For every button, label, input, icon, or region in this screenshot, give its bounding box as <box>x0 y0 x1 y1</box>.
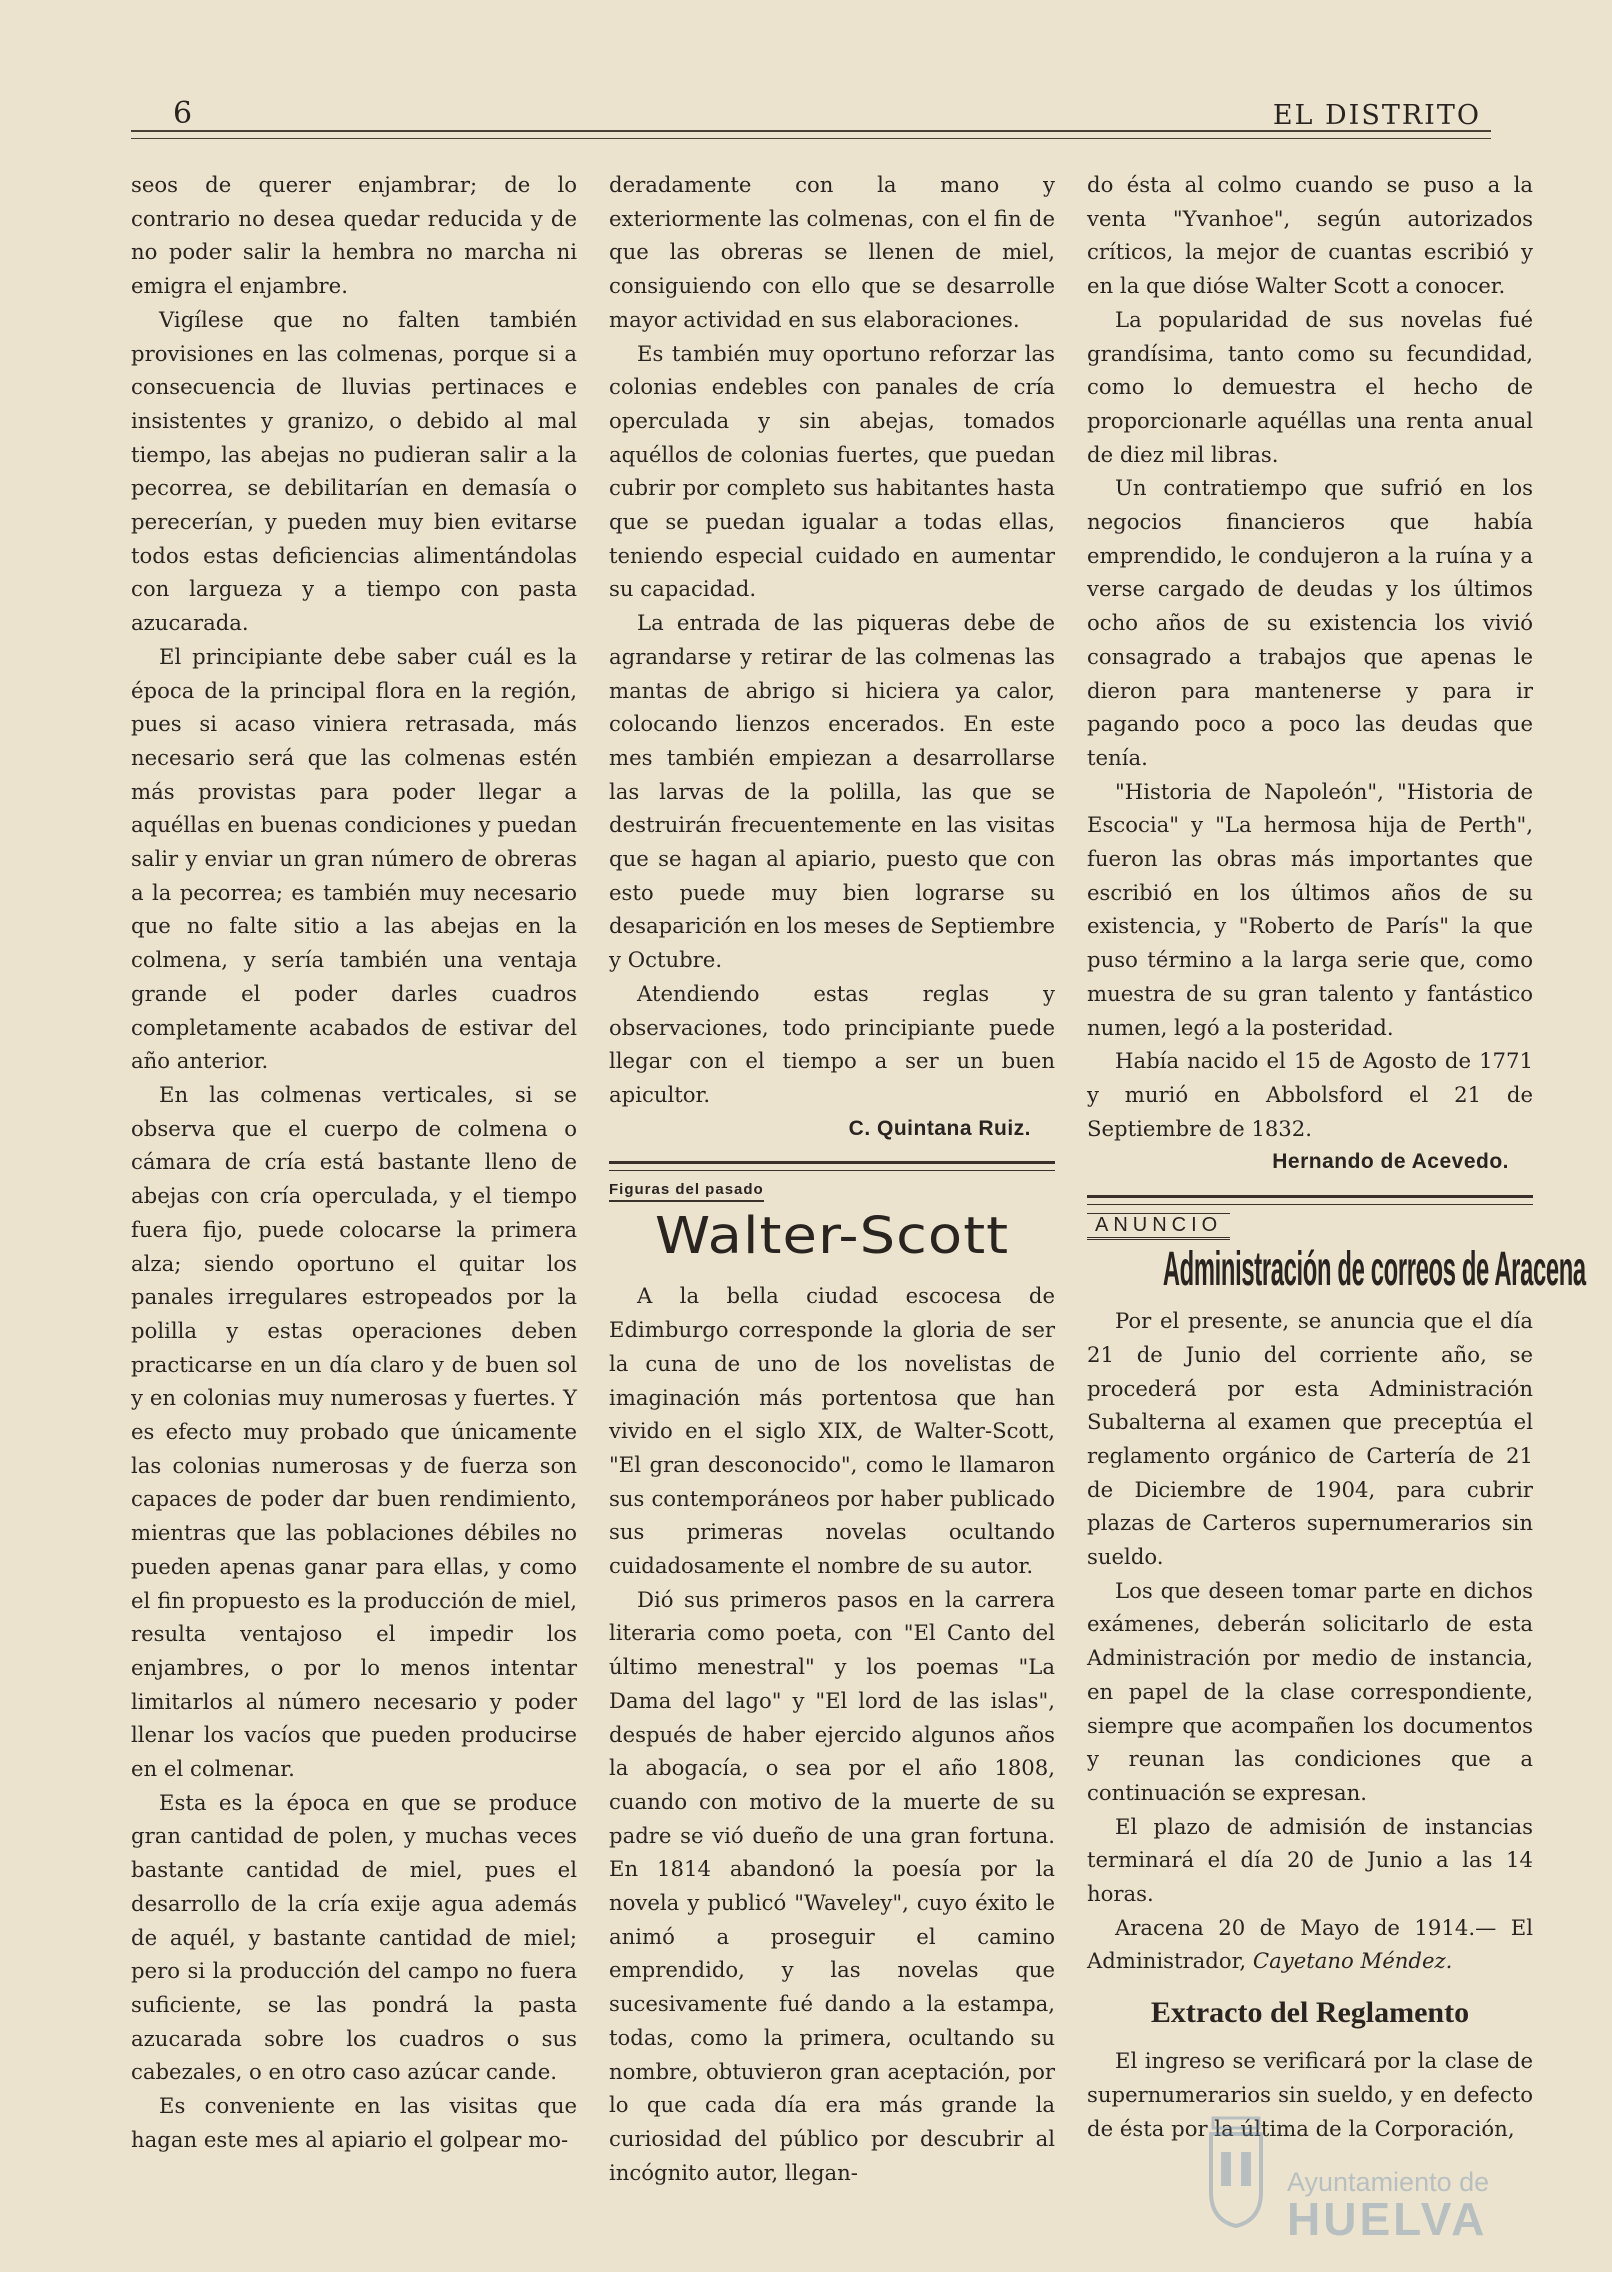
paragraph: Es conveniente en las visitas que hagan este mes al apiario el golpear mo- <box>131 2093 577 2152</box>
paragraph: Un contratiempo que sufrió en los negocios financieros que había emprendido, le condujeron a la ruína y a verse cargado de deudas y los últimos ocho años de su existencia los vivió consagrado a trabajos que apenas le dieron para mantenerse y para ir pagando poco a poco las deudas que tenía. <box>1087 475 1533 770</box>
paragraph: A la bella ciudad escocesa de Edimburgo corresponde la gloria de ser la cuna de uno de los novelistas de imaginación más portentosa que han vivido en el siglo XIX, de Walter-Scott, "El gran desconocido", como le llamaron sus contemporáneos por haber publicado sus primeras novelas ocultando cuidadosamente el nombre de su autor. <box>609 1283 1055 1579</box>
ad-date-text: Aracena 20 de Mayo de 1914.— El Administrador, <box>1087 1914 1533 1974</box>
page-number: 6 <box>173 96 193 131</box>
paragraph: Vigílese que no falten también provisiones en las colmenas, porque si a consecuencia de lluvias pertinaces e insistentes y granizo, o debido al mal tiempo, las abejas no pudieran salir a la pecorrea, se debilitarían en demasía o perecerían, y pueden muy bien evitarse todos estas deficiencias alimentándolas con largueza y a tiempo con pasta azucarada. <box>131 306 577 636</box>
ad-title: Administración de correos de Aracena <box>1162 1240 1586 1297</box>
column-3 <box>1087 168 1586 2145</box>
paragraph: La popularidad de sus novelas fué grandísima, tanto como su fecundidad, como lo demuestra el hecho de proporcionarle aquéllas una renta anual de diez mil libras. <box>1087 306 1533 467</box>
coat-of-arms-icon <box>1205 2112 1267 2230</box>
section-kicker: Figuras del pasado <box>609 1181 764 1202</box>
paragraph: Dió sus primeros pasos en la carrera literaria como poeta, con "El Canto del último menestral" y los poemas "La Dama del lago" y "El lord de las islas", después de haber ejercido algunos años la abogacía, o sea por el año 1808, cuando con motivo de la muerte de su padre se vió dueño de una gran fortuna. En 1814 abandonó la poesía por la novela y publicó "Waveley", cuyo éxito le animó a proseguir el camino emprendido, y las novelas que sucesivamente fué dando a la estampa, todas, como la primera, ocultando su nombre, obtuvieron gran aceptación, por lo que cada día era más grande la curiosidad del público por descubrir al incógnito autor, llegan- <box>609 1586 1055 2185</box>
paragraph: El ingreso se verificará por la clase de supernumerarios sin sueldo, y en defecto de ésta por la última de la Corporación, <box>1087 2048 1533 2141</box>
article-title: Walter-Scott <box>654 1207 1010 1267</box>
paragraph: seos de querer enjambrar; de lo contrario no desea quedar reducida y de no poder salir la hembra no marcha ni emigra el enjambre. <box>131 172 577 299</box>
author-signature: C. Quintana Ruiz. <box>848 1116 1031 1140</box>
header-rule <box>131 130 1491 139</box>
paragraph: do ésta al colmo cuando se puso a la venta "Yvanhoe", según autorizados críticos, la mejor de cuantas escribió y en la que dióse Walter Scott a conocer. <box>1087 172 1533 299</box>
paragraph: Había nacido el 15 de Agosto de 1771 y murió en Abbolsford el 21 de Septiembre de 1832. <box>1087 1048 1533 1141</box>
watermark-line-2: HUELVA <box>1287 2193 1488 2245</box>
section-divider <box>1087 1195 1533 1205</box>
paragraph: "Historia de Napoleón", "Historia de Escocia" y "La hermosa hija de Perth", fueron las obras más importantes que escribió en los últimos años de su existencia, y "Roberto de París" la que puso término a la larga serie que, como muestra de su gran talento y fantástico numen, legó a la posteridad. <box>1087 778 1533 1040</box>
paragraph: Atendiendo estas reglas y observaciones, todo principiante puede llegar con el tiempo a ser un buen apicultor. <box>609 980 1055 1107</box>
subsection-title: Extracto del Reglamento <box>1150 1996 1470 2030</box>
watermark <box>1195 2112 1535 2245</box>
paragraph: Esta es la época en que se produce gran cantidad de polen, y muchas veces bastante cantidad de miel, pues el desarrollo de la cría exije agua además de aquél, y bastante cantidad de miel; pero si la producción del campo no fuera suficiente, se las pondrá la pasta azucarada sobre los cuadros o sus cabezales, o en otro caso azúcar cande. <box>131 1789 577 2085</box>
ad-admin-name: Cayetano Méndez. <box>1252 1948 1453 1974</box>
paragraph: Los que deseen tomar parte en dichos exámenes, deberán solicitarlo de esta Administración por medio de instancia, en papel de la clase correspondiente, siempre que acompañen los documentos y reunan las condiciones que a continuación se expresan. <box>1087 1577 1533 1805</box>
ad-date-line <box>1087 1911 1533 1978</box>
paragraph: El plazo de admisión de instancias terminará el día 20 de Junio a las 14 horas. <box>1087 1813 1533 1907</box>
paragraph: La entrada de las piqueras debe de agrandarse y retirar de las colmenas las mantas de abrigo si hiciera ya calor, colocando lienzos encerados. En este mes también empiezan a desarrollarse las larvas de la polilla, las que se destruirán frecuentemente en las visitas que se hagan al apiario, puesto que con esto puede muy bien lograrse su desaparición en los meses de Septiembre y Octubre. <box>609 610 1055 973</box>
section-divider <box>609 1161 1055 1171</box>
watermark-line-1: Ayuntamiento de <box>1287 2167 1490 2197</box>
column-1 <box>131 168 577 2156</box>
column-2 <box>609 168 1055 2189</box>
author-signature: Hernando de Acevedo. <box>1272 1150 1509 1174</box>
ad-label: ANUNCIO <box>1087 1213 1230 1240</box>
paragraph: En las colmenas verticales, si se observa que el cuerpo de colmena o cámara de cría está bastante lleno de abejas con cría operculada, y el tiempo fuera fijo, puede colocarse la primera alza; siendo oportuno el quitar los panales irregulares estropeados por la polilla y estas operaciones deben practicarse en un día claro y de buen sol y en colonias muy numerosas y fuertes. Y es efecto muy probado que únicamente las colonias numerosas y de fuerza son capaces de poder dar buen rendimiento, mientras que las poblaciones débiles no pueden apenas ganar para ellas, y como el fin propuesto es la producción de miel, resulta ventajoso el impedir los enjambres, o por lo menos intentar limitarlos al número necesario y poder llenar los vacíos que pueden producirse en el colmenar. <box>131 1081 577 1782</box>
paragraph: Por el presente, se anuncia que el día 21 de Junio del corriente año, se procederá por esta Administración Subalterna al examen que preceptúa el reglamento orgánico de Cartería de 21 de Diciembre de 1904, para cubrir plazas de Carteros supernumerarios sin sueldo. <box>1087 1308 1533 1570</box>
paragraph: deradamente con la mano y exteriormente las colmenas, con el fin de que las obreras se llenen de miel, consiguiendo con ello que se desarrolle mayor actividad en sus elaboraciones. <box>609 172 1055 332</box>
newspaper-name: EL DISTRITO <box>1272 100 1481 131</box>
paragraph: Es también muy oportuno reforzar las colonias endebles con panales de cría operculada y sin abejas, tomados aquéllos de colonias fuertes, que puedan cubrir por completo sus habitantes hasta que se puedan igualar a todas ellas, teniendo especial cuidado en aumentar su capacidad. <box>609 340 1055 602</box>
paragraph: El principiante debe saber cuál es la época de la principal flora en la región, pues si acaso viniera retrasada, más necesario será que las colmenas estén más provistas para poder llegar a aquéllas en buenas condiciones y puedan salir y enviar un gran número de obreras a la pecorrea; es también muy necesario que no falte sitio a las abejas en la colmena, y sería también una ventaja grande el poder darles cuadros completamente acabados de estivar del año anterior. <box>131 643 577 1074</box>
